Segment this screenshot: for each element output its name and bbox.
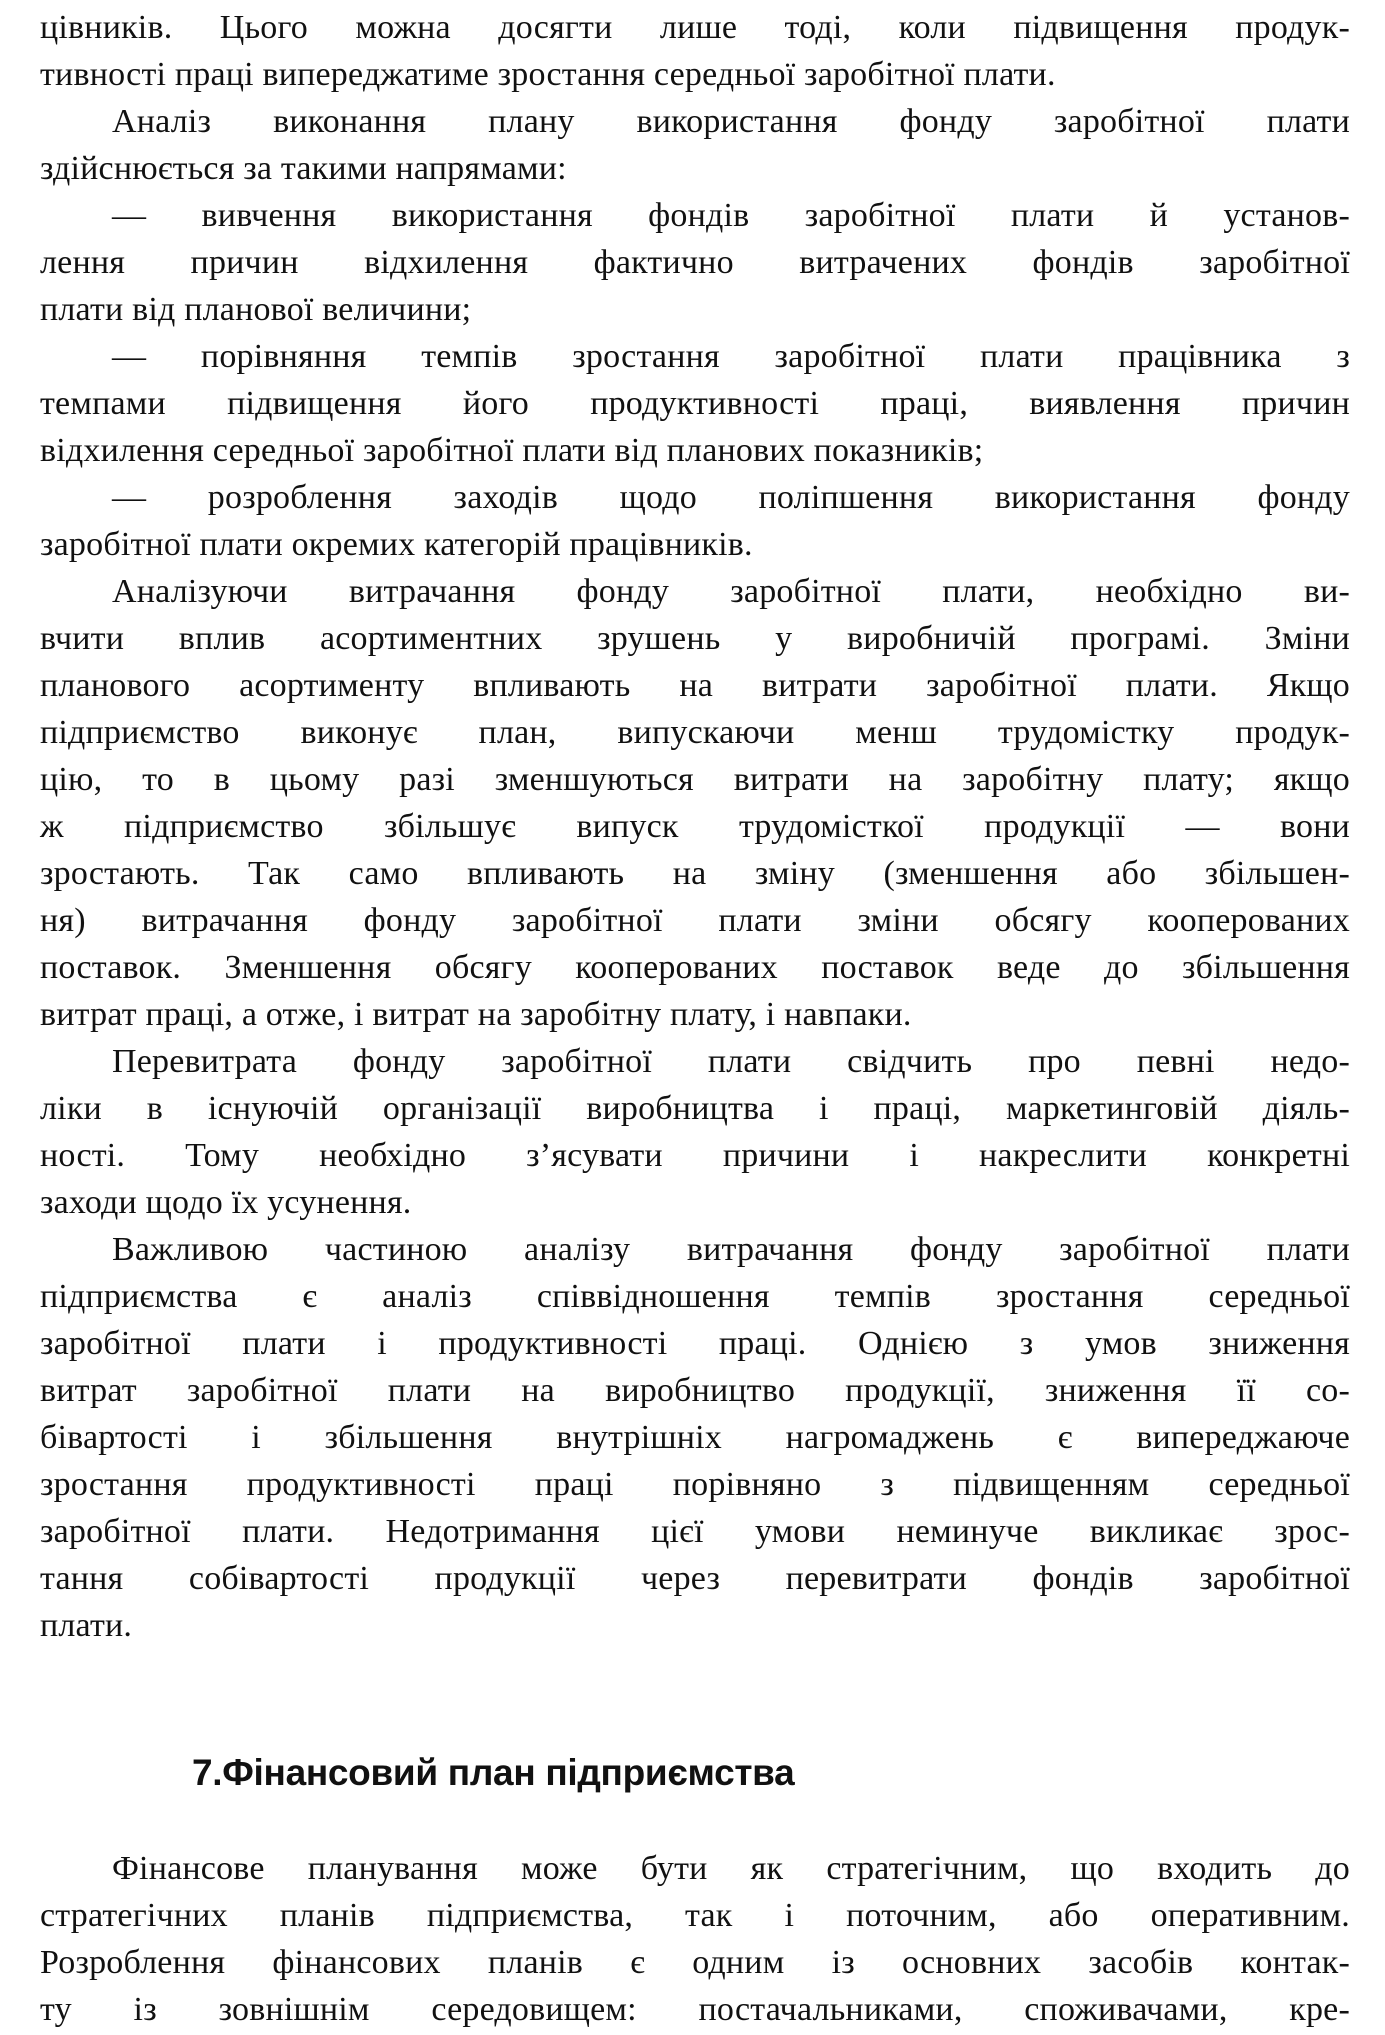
text-line: зростають. Так само впливають на зміну (зменшення або збільшен- <box>40 855 1350 892</box>
list-item <box>40 192 1350 333</box>
section-heading: 7.Фінансовий план підприємства <box>192 1752 795 1793</box>
text-line: цію, то в цьому разі зменшуються витрати на заробітну плату; якщо <box>40 761 1350 798</box>
text-line: Розроблення фінансових планів є одним із основних засобів контак- <box>40 1944 1350 1981</box>
text-line: поставок. Зменшення обсягу кооперованих поставок веде до збільшення <box>40 949 1350 986</box>
text-line: лення причин відхилення фактично витрачених фондів заробітної <box>40 244 1350 281</box>
text-line: підприємство виконує план, випускаючи менш трудомістку продук- <box>40 714 1350 751</box>
text-line: — розроблення заходів щодо поліпшення використання фонду <box>112 479 1350 516</box>
paragraph-3 <box>40 568 1350 1038</box>
text-line: Аналізуючи витрачання фонду заробітної плати, необхідно ви- <box>112 573 1350 610</box>
text-line: планового асортименту впливають на витрати заробітної плати. Якщо <box>40 667 1350 704</box>
text-line: — порівняння темпів зростання заробітної плати працівника з <box>112 338 1350 375</box>
text-line: — вивчення використання фондів заробітної плати й установ- <box>112 197 1350 234</box>
text-line: тання собівартості продукції через перевитрати фондів заробітної <box>40 1560 1350 1597</box>
paragraph-1 <box>40 4 1350 98</box>
text-line: заходи щодо їх усунення. <box>40 1184 412 1221</box>
text-line: зростання продуктивності праці порівняно з підвищенням середньої <box>40 1466 1350 1503</box>
list-item <box>40 474 1350 568</box>
text-line: Фінансове планування може бути як стратегічним, що входить до <box>112 1850 1350 1887</box>
text-line: цівників. Цього можна досягти лише тоді, коли підвищення продук- <box>40 9 1350 46</box>
paragraph-5 <box>40 1226 1350 1649</box>
text-line: вчити вплив асортиментних зрушень у виробничій програмі. Зміни <box>40 620 1350 657</box>
text-line: підприємства є аналіз співвідношення темпів зростання середньої <box>40 1278 1350 1315</box>
text-line: плати. <box>40 1607 133 1644</box>
bullet-list <box>40 192 1350 568</box>
text-line: темпами підвищення його продуктивності праці, виявлення причин <box>40 385 1350 422</box>
text-line: Перевитрата фонду заробітної плати свідчить про певні недо- <box>112 1043 1350 1080</box>
text-line: ня) витрачання фонду заробітної плати зміни обсягу кооперованих <box>40 902 1350 939</box>
text-line: здійснюється за такими напрямами: <box>40 150 567 187</box>
text-line: Аналіз виконання плану використання фонду заробітної плати <box>112 103 1350 140</box>
heading-spacer <box>40 1803 1350 1845</box>
text-line: заробітної плати окремих категорій працівників. <box>40 526 753 563</box>
paragraph-2 <box>40 98 1350 192</box>
text-line: стратегічних планів підприємства, так і поточним, або оперативним. <box>40 1897 1350 1934</box>
list-item <box>40 333 1350 474</box>
text-line: заробітної плати і продуктивності праці. Однією з умов зниження <box>40 1325 1350 1362</box>
text-line: бівартості і збільшення внутрішніх нагромаджень є випереджаюче <box>40 1419 1350 1456</box>
paragraph-6 <box>40 1845 1350 2033</box>
text-line: витрат праці, а отже, і витрат на заробітну плату, і навпаки. <box>40 996 912 1033</box>
text-line: ж підприємство збільшує випуск трудомісткої продукції — вони <box>40 808 1350 845</box>
text-line: тивності праці випереджатиме зростання середньої заробітної плати. <box>40 56 1056 93</box>
text-line: ності. Тому необхідно з’ясувати причини і накреслити конкретні <box>40 1137 1350 1174</box>
text-line: ліки в існуючій організації виробництва і праці, маркетинговій діяль- <box>40 1090 1350 1127</box>
text-line: заробітної плати. Недотримання цієї умови неминуче викликає зрос- <box>40 1513 1350 1550</box>
section-spacer <box>40 1649 1350 1743</box>
text-line: відхилення середньої заробітної плати від планових показників; <box>40 432 984 469</box>
paragraph-4 <box>40 1038 1350 1226</box>
text-line: ту із зовнішнім середовищем: постачальниками, споживачами, кре- <box>40 1991 1350 2028</box>
text-line: витрат заробітної плати на виробництво продукції, зниження її со- <box>40 1372 1350 1409</box>
document-page <box>40 4 1350 2033</box>
text-line: плати від планової величини; <box>40 291 472 328</box>
text-line: Важливою частиною аналізу витрачання фонду заробітної плати <box>112 1231 1350 1268</box>
